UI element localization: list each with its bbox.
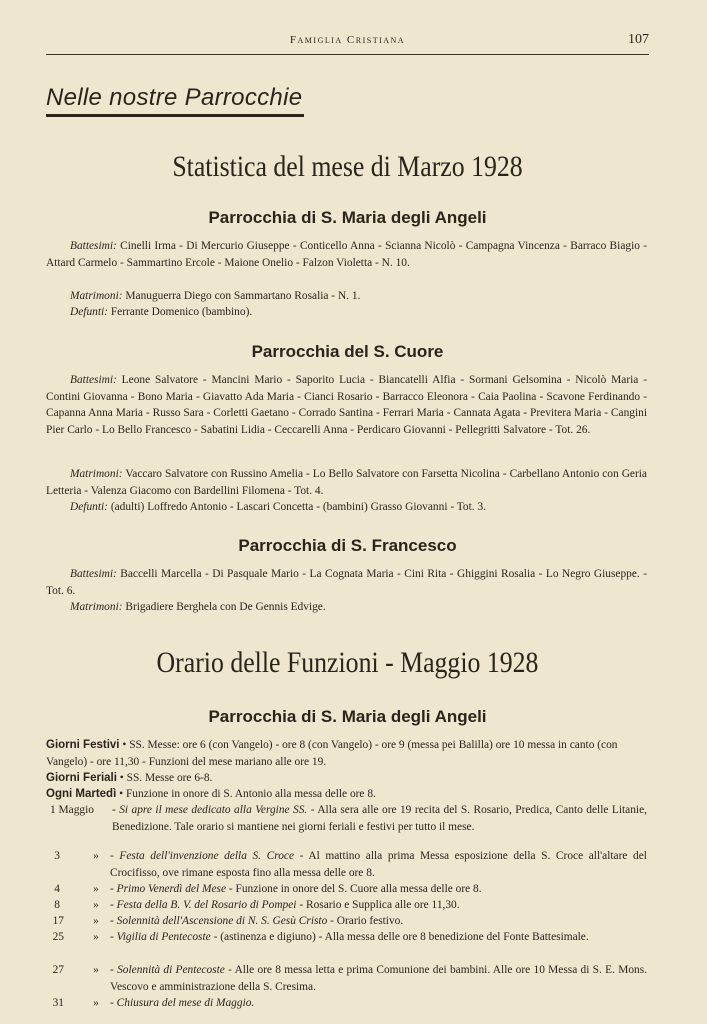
schedule-label: Giorni Feriali	[46, 772, 117, 784]
event-body	[110, 881, 647, 898]
event-date: 25	[52, 931, 64, 943]
event-name: Si apre il mese dedicato alla Vergine SS.	[119, 804, 308, 816]
entry-text: Manuguerra Diego con Sammartano Rosalia - N. 1.	[122, 290, 361, 302]
event-text: Rosario e Supplica alle ore 11,30.	[305, 899, 460, 911]
schedule-general-row	[46, 786, 647, 803]
ditto-mark: »	[93, 931, 99, 943]
parish-heading: Parrocchia di S. Maria degli Angeli	[208, 707, 487, 726]
schedule-label: Giorni Festivi	[46, 739, 120, 751]
event-body	[110, 929, 647, 946]
event-dash: -	[210, 931, 221, 943]
entry-label: Battesimi:	[70, 374, 117, 386]
event-dash: -	[110, 883, 117, 895]
ditto-mark: »	[93, 915, 99, 927]
stat-entry	[46, 566, 647, 599]
event-text: Orario festivo.	[336, 915, 404, 927]
ditto-mark: »	[93, 997, 99, 1009]
event-dash: -	[110, 850, 120, 862]
event-dash: -	[224, 964, 235, 976]
entry-label: Matrimoni:	[70, 601, 123, 613]
parish-heading: Parrocchia di S. Maria degli Angeli	[208, 208, 487, 227]
ditto-mark: »	[93, 964, 99, 976]
entry-text: Leone Salvatore - Mancini Mario - Saporito Lucia - Biancatelli Alfia - Sormani Gelsomina - Nicolò Maria - Contini Giovanna - Bono Maria - Giavatto Ada Maria - Cianci Rosario - Barracco Eleonora - Caia Paolina - Scavone Ferdinando - Capanna Anna Maria - Russo Sara - Corletti Gaetano - Corrado Santina - Ferrari Maria - Cannata Agata - Previtera Maria - Cangini Pier Carlo - Lo Bello Francesco - Sabatini Lidia - Ceccarelli Anna - Perdicaro Giovanni - Pellegritti Salvatore - Tot. 26.	[46, 374, 647, 436]
event-text: Alla sera alle ore 19 recita del S. Rosario, Predica, Canto delle Litanie, Benedizione. Tale orario si mantiene nei giorni feriali e festivi per tutto il mese.	[112, 804, 647, 833]
event-dash: -	[294, 850, 309, 862]
event-date: 27	[52, 964, 64, 976]
schedule-text: SS. Messe ore 6-8.	[126, 772, 213, 784]
page-number: 107	[628, 32, 649, 47]
stat-entry	[46, 499, 647, 516]
event-name: Solennità di Pentecoste	[117, 964, 225, 976]
event-name: Solennità dell'Ascensione di N. S. Gesù Cristo	[116, 915, 328, 927]
entry-label: Matrimoni:	[70, 290, 123, 302]
event-dash: -	[110, 997, 117, 1009]
event-date: 31	[52, 997, 64, 1009]
stat-entry	[46, 599, 647, 616]
event-text: (astinenza e digiuno) - Alla messa delle ore 8 benedizione del Fonte Battesimale.	[220, 931, 589, 943]
schedule-label: Ogni Martedì	[46, 788, 117, 800]
event-body	[110, 962, 647, 995]
parish-heading: Parrocchia di S. Francesco	[238, 536, 457, 555]
entry-text: Cinelli Irma - Di Mercurio Giuseppe - Conticello Anna - Scianna Nicolò - Campagna Vincenza - Barraco Biagio - Attard Carmelo - Sammartino Ercole - Maione Onelio - Falzon Violetta - N. 10.	[46, 240, 647, 269]
event-name: Primo Venerdì del Mese	[116, 883, 226, 895]
stat-entry	[46, 238, 647, 271]
running-title: Famiglia Cristiana	[289, 34, 406, 46]
schedule-text: SS. Messe: ore 6 (con Vangelo) - ore 8 (con Vangelo) - ore 9 (messa pei Balilla) ore 10 messa in canto (con Vangelo) - ore 11,30 - Funzioni del mese mariano alle ore 19.	[46, 739, 618, 768]
schedule-text: Funzione in onore di S. Antonio alla messa delle ore 8.	[125, 788, 376, 800]
event-date: 4	[54, 883, 60, 895]
event-dash: -	[307, 804, 318, 816]
event-dash: -	[226, 883, 236, 895]
event-dash: -	[110, 915, 117, 927]
schedule-separator: •	[116, 788, 126, 800]
event-dash: -	[296, 899, 306, 911]
event-body	[110, 897, 647, 914]
entry-text: Baccelli Marcella - Di Pasquale Mario - La Cognata Maria - Cini Rita - Ghiggini Rosalia - Lo Negro Giuseppe. - Tot. 6.	[46, 568, 647, 597]
event-date: 3	[54, 850, 60, 862]
entry-text: (adulti) Loffredo Antonio - Lascari Concetta - (bambini) Grasso Giovanni - Tot. 3.	[107, 501, 487, 513]
section-banner: Nelle nostre Parrocchie	[46, 84, 304, 117]
event-dash: -	[112, 804, 120, 816]
schedule-general-row	[46, 737, 647, 770]
schedule-separator: •	[119, 739, 130, 751]
entry-label: Battesimi:	[70, 568, 117, 580]
event-dash: -	[110, 931, 117, 943]
entry-label: Defunti:	[70, 306, 108, 318]
stat-entry	[46, 288, 647, 305]
event-date: 1 Maggio	[50, 804, 94, 816]
ditto-mark: »	[93, 850, 99, 862]
entry-text: Brigadiere Berghela con De Gennis Edvige.	[122, 601, 326, 613]
event-body	[110, 913, 647, 930]
event-text: Funzione in onore del S. Cuore alla messa delle ore 8.	[235, 883, 482, 895]
event-body	[112, 802, 647, 835]
entry-label: Battesimi:	[70, 240, 117, 252]
ditto-mark: »	[93, 899, 99, 911]
event-dash: -	[327, 915, 337, 927]
event-date: 8	[54, 899, 60, 911]
statistics-title: Statistica del mese di Marzo 1928	[172, 150, 523, 183]
event-dash: -	[110, 964, 118, 976]
event-name: Vigilia di Pentecoste	[116, 931, 211, 943]
stat-entry	[46, 466, 647, 499]
event-dash: -	[110, 899, 117, 911]
ditto-mark: »	[93, 883, 99, 895]
event-body	[110, 848, 647, 881]
event-body	[110, 995, 647, 1012]
schedule-separator: •	[116, 772, 127, 784]
parish-heading: Parrocchia del S. Cuore	[251, 342, 444, 361]
event-name: Festa della B. V. del Rosario di Pompei	[116, 899, 297, 911]
entry-text: Ferrante Domenico (bambino).	[107, 306, 253, 318]
event-date: 17	[52, 915, 64, 927]
entry-text: Vaccaro Salvatore con Russino Amelia - Lo Bello Salvatore con Farsetta Nicolina - Carbellano Antonio con Geria Letteria - Valenza Giacomo con Bardellini Filomena - Tot. 4.	[46, 468, 647, 497]
entry-label: Defunti:	[70, 501, 108, 513]
schedule-general-row	[46, 770, 647, 787]
event-name: Chiusura del mese di Maggio.	[116, 997, 255, 1009]
event-text: Al mattino alla prima Messa esposizione della S. Croce all'altare del Crocifisso, ove rimane esposta fino alla messa delle ore 8.	[110, 850, 647, 879]
event-text: Alle ore 8 messa letta e prima Comunione dei bambini. Alle ore 10 Messa di S. E. Mons. Vescovo e amministrazione della S. Cresima.	[110, 964, 647, 993]
event-name: Festa dell'invenzione della S. Croce	[119, 850, 295, 862]
entry-label: Matrimoni:	[70, 468, 123, 480]
running-header	[46, 32, 649, 55]
stat-entry	[46, 372, 647, 438]
stat-entry	[46, 304, 647, 321]
schedule-title: Orario delle Funzioni - Maggio 1928	[156, 646, 539, 679]
